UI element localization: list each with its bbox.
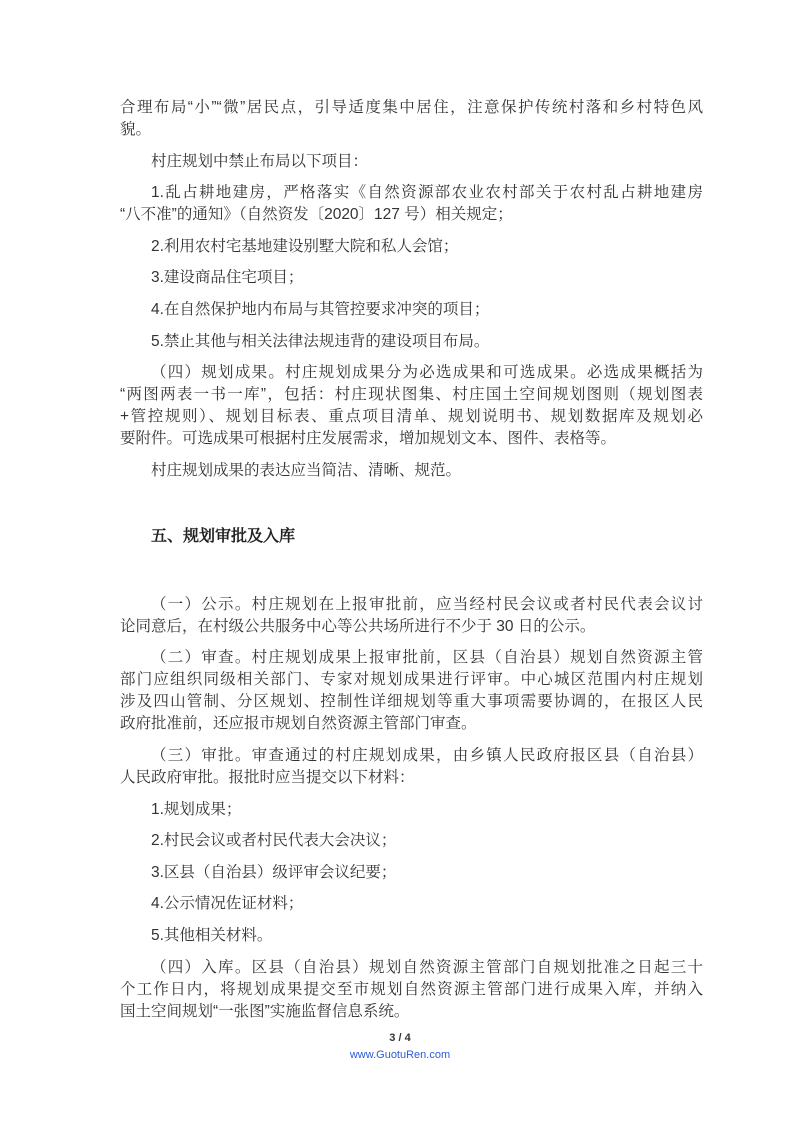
paragraph xyxy=(120,594,703,638)
paragraph-line: 个工作日内，将规划成果提交至市规划自然资源主管部门进行成果入库，并纳入 xyxy=(120,980,703,998)
paragraph-line: 1.规划成果； xyxy=(151,800,242,818)
paragraph xyxy=(120,745,703,789)
paragraph-line: 村庄规划中禁止布局以下项目： xyxy=(151,152,369,170)
paragraph xyxy=(120,460,703,482)
paragraph-line: 5.禁止其他与相关法律法规违背的建设项目布局。 xyxy=(151,332,490,350)
paragraph-line: 3.区县（自治县）级评审会议纪要； xyxy=(151,863,397,881)
paragraph xyxy=(120,151,703,173)
paragraph xyxy=(120,97,703,141)
paragraph-line: 2.村民会议或者村民代表大会决议； xyxy=(151,832,397,850)
paragraph xyxy=(120,331,703,353)
paragraph-line: 貌。 xyxy=(120,121,152,138)
paragraph-line: 部门应组织同级相关部门、专家对规划成果进行评审。中心城区范围内村庄规划 xyxy=(120,671,703,689)
paragraph-line: 涉及四山管制、分区规划、控制性详细规划等重大事项需要协调的，在报区人民 xyxy=(120,693,703,711)
paragraph-line: 1.乱占耕地建房，严格落实《自然资源部农业农村部关于农村乱占耕地建房 xyxy=(151,184,703,202)
paragraph-line: 论同意后，在村级公共服务中心等公共场所进行不少于 30 日的公示。 xyxy=(120,617,596,635)
paragraph xyxy=(120,182,703,226)
paragraph-line: 政府批准前，还应报市规划自然资源主管部门审查。 xyxy=(120,715,477,733)
section-after xyxy=(120,594,703,1023)
paragraph xyxy=(120,925,703,947)
paragraph-line: 4.公示情况佐证材料； xyxy=(151,895,304,913)
paragraph-line: “八不准”的通知》（自然资发〔2020〕127 号）相关规定； xyxy=(120,206,513,224)
paragraph xyxy=(120,957,703,1023)
paragraph xyxy=(120,236,703,258)
paragraph-line: 5.其他相关材料。 xyxy=(151,926,273,944)
paragraph-line: 合理布局“小”“微”居民点，引导适度集中居住，注意保护传统村落和乡村特色风 xyxy=(120,99,703,116)
paragraph xyxy=(120,267,703,289)
section-heading: 五、规划审批及入库 xyxy=(151,527,296,545)
paragraph-line: （四）入库。区县（自治县）规划自然资源主管部门自规划批准之日起三十 xyxy=(151,958,703,976)
paragraph xyxy=(120,893,703,915)
paragraph-line: 2.利用农村宅基地建设别墅大院和私人会馆； xyxy=(151,237,459,255)
paragraph-line: 3.建设商品住宅项目； xyxy=(151,269,304,287)
paragraph-line: “两图两表一书一库”，包括：村庄现状图集、村庄国土空间规划图则（规划图表 xyxy=(120,386,703,404)
paragraph-line: （一）公示。村庄规划在上报审批前，应当经村民会议或者村民代表会议讨 xyxy=(151,595,703,613)
page-number: 3 / 4 xyxy=(389,1032,411,1044)
document-body xyxy=(120,97,703,1032)
paragraph-line: +管控规则）、规划目标表、重点项目清单、规划说明书、规划数据库及规划必 xyxy=(120,408,703,426)
paragraph-line: （二）审查。村庄规划成果上报审批前，区县（自治县）规划自然资源主管 xyxy=(151,649,703,667)
section-before xyxy=(120,97,703,482)
paragraph xyxy=(120,799,703,821)
website-link[interactable]: www.GuotuRen.com xyxy=(349,1049,451,1061)
paragraph-line: 4.在自然保护地内布局与其管控要求冲突的项目； xyxy=(151,300,490,318)
paragraph xyxy=(120,862,703,884)
paragraph-line: 人民政府审批。报批时应当提交以下材料： xyxy=(120,768,415,786)
paragraph xyxy=(120,647,703,735)
paragraph-line: （四）规划成果。村庄规划成果分为必选成果和可选成果。必选成果概括为 xyxy=(151,364,703,382)
paragraph xyxy=(120,362,703,450)
paragraph xyxy=(120,299,703,321)
paragraph-line: （三）审批。审查通过的村庄规划成果，由乡镇人民政府报区县（自治县） xyxy=(151,746,703,764)
paragraph-line: 国土空间规划“一张图”实施监督信息系统。 xyxy=(120,1002,410,1020)
paragraph-line: 村庄规划成果的表达应当简洁、清晰、规范。 xyxy=(151,461,462,479)
paragraph-line: 要附件。可选成果可根据村庄发展需求，增加规划文本、图件、表格等。 xyxy=(120,430,617,448)
paragraph xyxy=(120,830,703,852)
